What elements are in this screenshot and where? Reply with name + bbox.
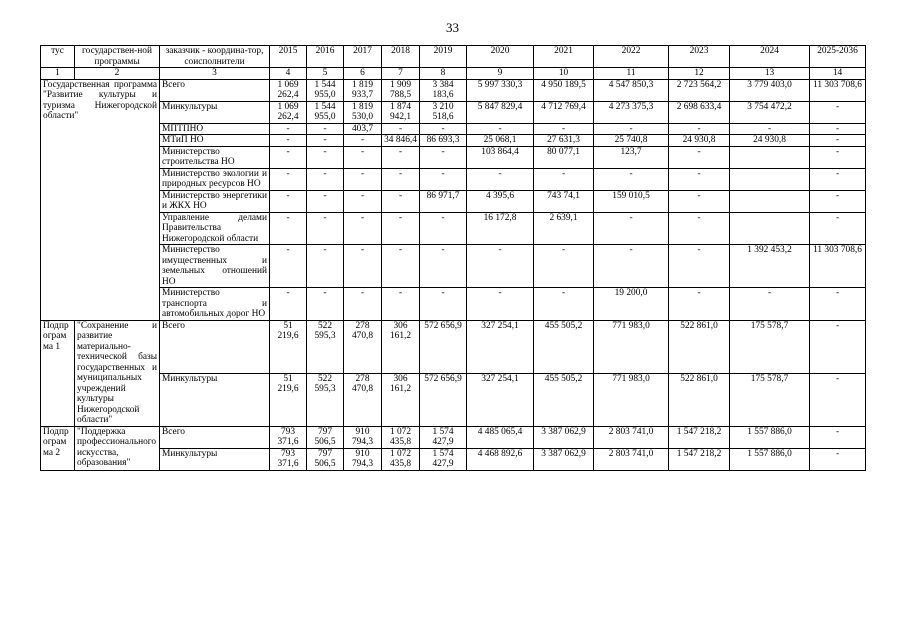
customer-label: Управление делами Правительства Нижегородской области xyxy=(160,212,270,245)
amount-cell: - xyxy=(594,168,669,190)
table-row xyxy=(41,135,866,147)
amount-cell: - xyxy=(344,245,382,288)
amount-cell xyxy=(730,168,810,190)
amount-cell: - xyxy=(382,245,420,288)
amount-cell: 522 595,3 xyxy=(307,373,344,426)
table-row xyxy=(41,190,866,212)
column-index-cell: 10 xyxy=(534,68,594,80)
amount-cell: - xyxy=(270,123,307,135)
amount-cell: - xyxy=(594,123,669,135)
amount-cell: 34 846,4 xyxy=(382,135,420,147)
amount-cell: 11 303 708,6 xyxy=(810,245,866,288)
amount-cell: - xyxy=(382,123,420,135)
amount-cell: 1 069 262,4 xyxy=(270,79,307,101)
amount-cell: 1 072 435,8 xyxy=(382,448,420,470)
customer-label: Минкультуры xyxy=(160,448,270,470)
amount-cell: 1 574 427,9 xyxy=(420,448,467,470)
amount-cell: - xyxy=(420,168,467,190)
amount-cell: 3 779 403,0 xyxy=(730,79,810,101)
amount-cell: 4 950 189,5 xyxy=(534,79,594,101)
amount-cell: 327 254,1 xyxy=(467,373,534,426)
amount-cell: 3 210 518,6 xyxy=(420,101,467,123)
table-row xyxy=(41,288,866,321)
amount-cell: - xyxy=(270,245,307,288)
amount-cell: - xyxy=(810,426,866,448)
amount-cell: 1 544 955,0 xyxy=(307,101,344,123)
amount-cell: - xyxy=(382,168,420,190)
amount-cell: - xyxy=(382,190,420,212)
amount-cell: - xyxy=(810,320,866,373)
amount-cell: - xyxy=(307,123,344,135)
table-row xyxy=(41,79,866,101)
program-status: Подпрограмма 2 xyxy=(41,426,75,470)
amount-cell: - xyxy=(420,245,467,288)
amount-cell: - xyxy=(669,212,730,245)
amount-cell: 455 505,2 xyxy=(534,373,594,426)
amount-cell: 3 387 062,9 xyxy=(534,426,594,448)
amount-cell: - xyxy=(669,288,730,321)
amount-cell: - xyxy=(534,288,594,321)
amount-cell: 572 656,9 xyxy=(420,320,467,373)
amount-cell xyxy=(730,190,810,212)
amount-cell: - xyxy=(669,168,730,190)
amount-cell: - xyxy=(307,288,344,321)
amount-cell: 1 547 218,2 xyxy=(669,448,730,470)
amount-cell: 3 384 183,6 xyxy=(420,79,467,101)
amount-cell: 1 874 942,1 xyxy=(382,101,420,123)
column-index-cell: 11 xyxy=(594,68,669,80)
amount-cell: 455 505,2 xyxy=(534,320,594,373)
amount-cell: 175 578,7 xyxy=(730,373,810,426)
amount-cell: - xyxy=(810,288,866,321)
amount-cell: 306 161,2 xyxy=(382,320,420,373)
amount-cell: - xyxy=(810,101,866,123)
customer-label: Министерство строительства НО xyxy=(160,146,270,168)
amount-cell xyxy=(730,146,810,168)
amount-cell: - xyxy=(344,168,382,190)
program-status: Подпрограмма 1 xyxy=(41,320,75,426)
table-row xyxy=(41,373,866,426)
column-index-cell: 9 xyxy=(467,68,534,80)
amount-cell: - xyxy=(810,146,866,168)
amount-cell: 2 639,1 xyxy=(534,212,594,245)
header-status: тус xyxy=(41,46,75,68)
amount-cell: - xyxy=(669,146,730,168)
amount-cell: 86 693,3 xyxy=(420,135,467,147)
amount-cell: - xyxy=(810,135,866,147)
amount-cell: 522 861,0 xyxy=(669,373,730,426)
amount-cell: - xyxy=(344,146,382,168)
amount-cell: - xyxy=(534,245,594,288)
customer-label: Министерство экологии и природных ресурсов НО xyxy=(160,168,270,190)
header-year: 2016 xyxy=(307,46,344,68)
amount-cell: 403,7 xyxy=(344,123,382,135)
header-year: 2023 xyxy=(669,46,730,68)
table-row xyxy=(41,212,866,245)
program-name: "Сохранение и развитие материально-технической базы государственных и муниципальных учреждений культуры Нижегородской области" xyxy=(75,320,160,426)
amount-cell: - xyxy=(467,123,534,135)
amount-cell: - xyxy=(420,123,467,135)
amount-cell: - xyxy=(467,245,534,288)
amount-cell: 910 794,3 xyxy=(344,448,382,470)
table-row xyxy=(41,426,866,448)
header-year: 2024 xyxy=(730,46,810,68)
amount-cell: - xyxy=(270,288,307,321)
customer-label: Всего xyxy=(160,79,270,101)
amount-cell: 306 161,2 xyxy=(382,373,420,426)
amount-cell: - xyxy=(307,168,344,190)
amount-cell xyxy=(730,212,810,245)
customer-label: Министерство имущественных и земельных отношений НО xyxy=(160,245,270,288)
amount-cell: 797 506,5 xyxy=(307,426,344,448)
amount-cell: 771 983,0 xyxy=(594,320,669,373)
budget-table xyxy=(40,45,866,471)
amount-cell: 103 864,4 xyxy=(467,146,534,168)
header-year: 2017 xyxy=(344,46,382,68)
amount-cell: 572 656,9 xyxy=(420,373,467,426)
header-year: 2019 xyxy=(420,46,467,68)
amount-cell: 80 077,1 xyxy=(534,146,594,168)
column-index-cell: 7 xyxy=(382,68,420,80)
amount-cell: 1 557 886,0 xyxy=(730,426,810,448)
amount-cell: 1 819 933,7 xyxy=(344,79,382,101)
table-row xyxy=(41,123,866,135)
header-row xyxy=(41,46,866,68)
customer-label: Минкультуры xyxy=(160,373,270,426)
column-index-cell: 1 xyxy=(41,68,75,80)
amount-cell: 2 803 741,0 xyxy=(594,426,669,448)
amount-cell: - xyxy=(730,288,810,321)
amount-cell: 2 803 741,0 xyxy=(594,448,669,470)
customer-label: Всего xyxy=(160,426,270,448)
amount-cell: 86 971,7 xyxy=(420,190,467,212)
header-year: 2018 xyxy=(382,46,420,68)
amount-cell: 159 010,5 xyxy=(594,190,669,212)
amount-cell: 793 371,6 xyxy=(270,426,307,448)
table-row xyxy=(41,101,866,123)
amount-cell: - xyxy=(730,123,810,135)
amount-cell: - xyxy=(344,288,382,321)
column-index-cell: 14 xyxy=(810,68,866,80)
amount-cell: 123,7 xyxy=(594,146,669,168)
table-row xyxy=(41,320,866,373)
amount-cell: 1 544 955,0 xyxy=(307,79,344,101)
amount-cell: 175 578,7 xyxy=(730,320,810,373)
amount-cell: - xyxy=(810,212,866,245)
header-customer: заказчик - координа-тор, соисполнители xyxy=(160,46,270,68)
table-row xyxy=(41,448,866,470)
amount-cell: - xyxy=(307,190,344,212)
amount-cell: 1 557 886,0 xyxy=(730,448,810,470)
amount-cell: - xyxy=(270,146,307,168)
amount-cell: 771 983,0 xyxy=(594,373,669,426)
customer-label: Минкультуры xyxy=(160,101,270,123)
amount-cell: - xyxy=(420,288,467,321)
amount-cell: - xyxy=(344,190,382,212)
amount-cell: - xyxy=(344,212,382,245)
amount-cell: 24 930,8 xyxy=(669,135,730,147)
table-row xyxy=(41,146,866,168)
amount-cell: 25 068,1 xyxy=(467,135,534,147)
header-program: государствен-ной программы xyxy=(75,46,160,68)
amount-cell: - xyxy=(467,168,534,190)
table-row xyxy=(41,168,866,190)
amount-cell: 1 072 435,8 xyxy=(382,426,420,448)
amount-cell: - xyxy=(810,448,866,470)
amount-cell: - xyxy=(669,123,730,135)
page-number: 33 xyxy=(446,20,459,35)
amount-cell: 51 219,6 xyxy=(270,373,307,426)
column-index-cell: 3 xyxy=(160,68,270,80)
amount-cell: 743 74,1 xyxy=(534,190,594,212)
column-index-row xyxy=(41,68,866,80)
amount-cell: - xyxy=(594,245,669,288)
amount-cell: 1 819 530,0 xyxy=(344,101,382,123)
header-year: 2020 xyxy=(467,46,534,68)
amount-cell: 24 930,8 xyxy=(730,135,810,147)
amount-cell: 4 712 769,4 xyxy=(534,101,594,123)
amount-cell: - xyxy=(467,288,534,321)
amount-cell: - xyxy=(420,212,467,245)
customer-label: Министерство энергетики и ЖКХ НО xyxy=(160,190,270,212)
amount-cell: 278 470,8 xyxy=(344,373,382,426)
amount-cell: 278 470,8 xyxy=(344,320,382,373)
amount-cell: 1 574 427,9 xyxy=(420,426,467,448)
amount-cell: 2 723 564,2 xyxy=(669,79,730,101)
amount-cell: - xyxy=(534,123,594,135)
customer-label: МТиП НО xyxy=(160,135,270,147)
program-name: "Поддержка профессионального искусства, образования" xyxy=(75,426,160,470)
amount-cell: - xyxy=(270,190,307,212)
amount-cell: 5 997 330,3 xyxy=(467,79,534,101)
amount-cell: - xyxy=(270,168,307,190)
column-index-cell: 8 xyxy=(420,68,467,80)
amount-cell: - xyxy=(420,146,467,168)
amount-cell: - xyxy=(669,190,730,212)
amount-cell: 1 547 218,2 xyxy=(669,426,730,448)
header-year: 2022 xyxy=(594,46,669,68)
amount-cell: 522 595,3 xyxy=(307,320,344,373)
amount-cell: - xyxy=(307,212,344,245)
amount-cell: - xyxy=(810,123,866,135)
header-year: 2025-2036 xyxy=(810,46,866,68)
amount-cell: - xyxy=(810,190,866,212)
amount-cell: 797 506,5 xyxy=(307,448,344,470)
amount-cell: 25 740,8 xyxy=(594,135,669,147)
column-index-cell: 2 xyxy=(75,68,160,80)
amount-cell: 4 485 065,4 xyxy=(467,426,534,448)
amount-cell: 910 794,3 xyxy=(344,426,382,448)
customer-label: Министерство транспорта и автомобильных дорог НО xyxy=(160,288,270,321)
amount-cell: 19 200,0 xyxy=(594,288,669,321)
amount-cell: - xyxy=(307,146,344,168)
amount-cell: 4 468 892,6 xyxy=(467,448,534,470)
customer-label: МПТПНО xyxy=(160,123,270,135)
header-year: 2015 xyxy=(270,46,307,68)
amount-cell: - xyxy=(810,168,866,190)
column-index-cell: 5 xyxy=(307,68,344,80)
amount-cell: - xyxy=(270,212,307,245)
amount-cell: 51 219,6 xyxy=(270,320,307,373)
amount-cell: 1 392 453,2 xyxy=(730,245,810,288)
amount-cell: 11 303 708,6 xyxy=(810,79,866,101)
amount-cell: 16 172,8 xyxy=(467,212,534,245)
amount-cell: - xyxy=(382,288,420,321)
column-index-cell: 12 xyxy=(669,68,730,80)
amount-cell: - xyxy=(344,135,382,147)
amount-cell: - xyxy=(382,146,420,168)
amount-cell: 4 547 850,3 xyxy=(594,79,669,101)
amount-cell: 793 371,6 xyxy=(270,448,307,470)
amount-cell: - xyxy=(534,168,594,190)
amount-cell: 522 861,0 xyxy=(669,320,730,373)
amount-cell: 3 754 472,2 xyxy=(730,101,810,123)
amount-cell: 327 254,1 xyxy=(467,320,534,373)
column-index-cell: 6 xyxy=(344,68,382,80)
amount-cell: 4 273 375,3 xyxy=(594,101,669,123)
amount-cell: 1 909 788,5 xyxy=(382,79,420,101)
amount-cell: - xyxy=(810,373,866,426)
amount-cell: - xyxy=(307,135,344,147)
amount-cell: - xyxy=(669,245,730,288)
amount-cell: - xyxy=(270,135,307,147)
amount-cell: - xyxy=(594,212,669,245)
amount-cell: - xyxy=(382,212,420,245)
amount-cell: 3 387 062,9 xyxy=(534,448,594,470)
column-index-cell: 4 xyxy=(270,68,307,80)
amount-cell: 1 069 262,4 xyxy=(270,101,307,123)
amount-cell: 2 698 633,4 xyxy=(669,101,730,123)
amount-cell: - xyxy=(307,245,344,288)
program-name: Государственная программа "Развитие культуры и туризма Нижегородской области" xyxy=(41,79,160,320)
amount-cell: 27 631,3 xyxy=(534,135,594,147)
column-index-cell: 13 xyxy=(730,68,810,80)
amount-cell: 4 395,6 xyxy=(467,190,534,212)
table-row xyxy=(41,245,866,288)
header-year: 2021 xyxy=(534,46,594,68)
amount-cell: 5 847 829,4 xyxy=(467,101,534,123)
customer-label: Всего xyxy=(160,320,270,373)
